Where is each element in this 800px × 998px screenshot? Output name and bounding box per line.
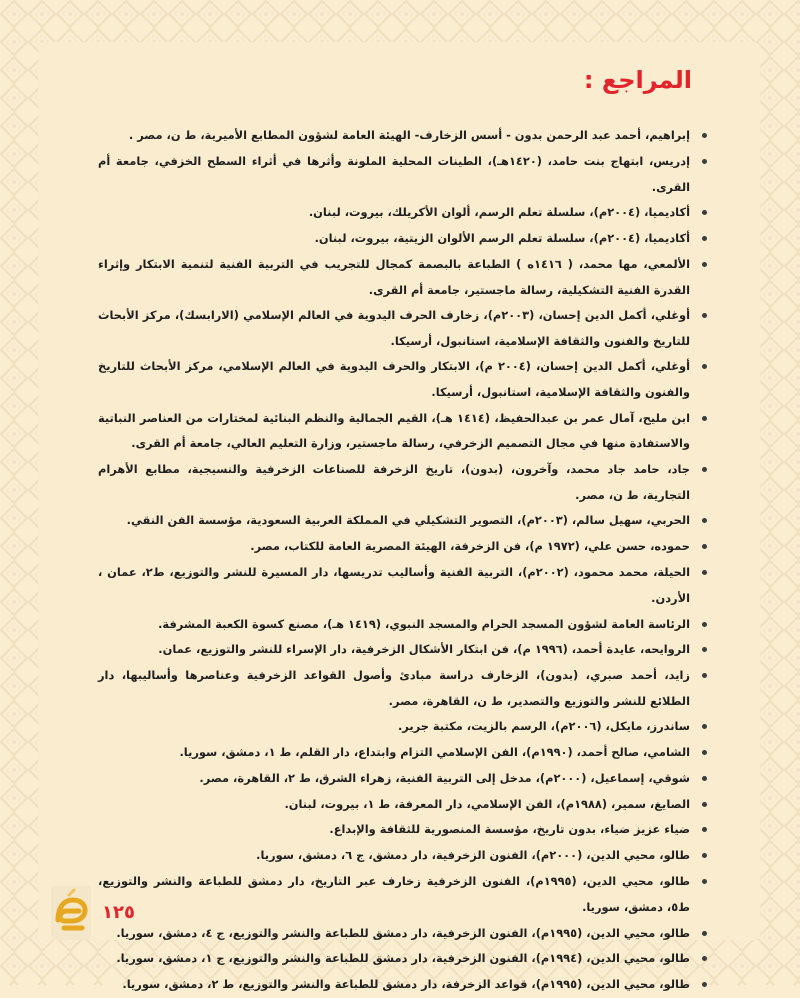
- reference-text: إبراهيم، أحمد عبد الرحمن بدون - أسس الزخارف- الهيئة العامة لشؤون المطابع الأميرية، ط ن، مصر .: [128, 128, 690, 142]
- bullet-icon: [702, 622, 707, 627]
- bullet-icon: [702, 364, 707, 369]
- reference-text: زايد، أحمد صبري، (بدون)، الزخارف دراسة مبادئ وأصول القواعد الزخرفية وعناصرها وأساليبها، دار الطلائع للنشر والتوزيع والتصدير، ط ن، القاهرة، مصر.: [98, 668, 690, 708]
- bullet-icon: [702, 956, 707, 961]
- bullet-icon: [702, 210, 707, 215]
- bullet-icon: [702, 416, 707, 421]
- reference-text: الشامي، صالح أحمد، (١٩٩٠م)، الفن الإسلامي التزام وابتداع، دار القلم، ط ١، دمشق، سوريا.: [179, 745, 690, 760]
- reference-item: [98, 252, 708, 303]
- bullet-icon: [702, 313, 707, 318]
- bullet-icon: [702, 827, 707, 832]
- reference-text: أوغلي، أكمل الدين إحسان، (٢٠٠٤ م)، الابتكار والحرف اليدوية في العالم الإسلامي، مركز الأبحاث للتاريخ والفنون والثقافة الإسلامية، استانبول، أرسيكا.: [98, 359, 690, 399]
- bullet-icon: [702, 544, 707, 549]
- reference-item: [98, 226, 708, 252]
- reference-item: [98, 123, 708, 149]
- reference-text: الروايحه، عايدة أحمد، (١٩٩٦ م)، فن ابتكار الأشكال الزخرفية، دار الإسراء للنشر والتوزيع، عمان.: [158, 642, 690, 657]
- reference-item: [98, 766, 708, 792]
- reference-item: [98, 740, 708, 766]
- reference-item: [98, 149, 708, 201]
- bullet-icon: [702, 570, 707, 575]
- bullet-icon: [702, 931, 707, 936]
- reference-text: أكاديميا، (٢٠٠٤م)، سلسلة تعلم الرسم الألوان الزيتية، بيروت، لبنان.: [314, 231, 690, 246]
- bullet-icon: [702, 159, 707, 164]
- bullet-icon: [702, 236, 707, 241]
- reference-item: [98, 406, 708, 457]
- reference-text: طالو، محيي الدين، (٢٠٠٠م)، الفنون الزخرفية، دار دمشق، ج ٦، دمشق، سوريا.: [256, 848, 690, 863]
- bullet-icon: [702, 262, 707, 267]
- reference-item: [98, 817, 708, 843]
- bullet-icon: [702, 750, 707, 755]
- reference-item: [98, 508, 708, 534]
- reference-item: [98, 792, 708, 818]
- reference-item: [98, 946, 708, 972]
- reference-text: طالو، محيي الدين، (١٩٩٤م)، الفنون الزخرفية، دار دمشق للطباعة والنشر والتوزيع، ج ١، دمشق، سوريا.: [116, 951, 690, 966]
- reference-text: ابن مليح، آمال عمر بن عبدالحفيظ، (١٤١٤ هـ)، القيم الجمالية والنظم البنائية لمختارات من العناصر النباتية والاستفادة منها في مجال التصميم الزخرفي، رسالة ماجستير، وزارة التعليم العالي، جامعة أم القرى.: [98, 410, 690, 451]
- reference-item: [98, 457, 708, 509]
- reference-item: [98, 560, 708, 612]
- reference-item: [98, 843, 708, 869]
- reference-item: [98, 869, 708, 921]
- bullet-icon: [702, 647, 707, 652]
- reference-text: أكاديميا، (٢٠٠٤م)، سلسلة تعلم الرسم، ألوان الأكريلك، بيروت، لبنان.: [308, 205, 690, 220]
- reference-text: حموده، حسن علي، (١٩٧٢ م)، فن الزخرفة، الهيئة المصرية العامة للكتاب، مصر.: [250, 539, 690, 554]
- references-list: [98, 123, 708, 998]
- bullet-icon: [702, 518, 707, 523]
- reference-item: [98, 972, 708, 998]
- reference-item: [98, 663, 708, 714]
- publisher-logo-icon: [51, 886, 91, 940]
- reference-text: الصايغ، سمير، (١٩٨٨م)، الفن الإسلامي، دار المعرفة، ط ١، بيروت، لبنان.: [284, 796, 690, 811]
- reference-text: جاد، حامد جاد محمد، وآخرون، (بدون)، تاريخ الزخرفة للصناعات الزخرفية والنسيجية، مطابع الأهرام التجارية، ط ن، مصر.: [98, 461, 690, 502]
- publisher-logo: [51, 886, 91, 940]
- reference-item: [98, 200, 708, 226]
- page-title: المراجع :: [583, 66, 692, 94]
- reference-text: طالو، محيي الدين، (١٩٩٥م)، قواعد الزخرفة، دار دمشق للطباعة والنشر والتوزيع، ط ٢، دمشق، سوريا.: [122, 977, 690, 992]
- reference-text: الألمعي، مها محمد، ( ١٤١٦ه ) الطباعة بالبصمة كمجال للتجريب في التربية الفنية لتنمية الابتكار وإثراء القدرة الفنية التشكيلية، رسالة ماجستير، جامعة أم القرى.: [98, 256, 691, 297]
- bullet-icon: [702, 467, 707, 472]
- reference-text: طالو، محيي الدين، (١٩٩٥م)، الفنون الزخرفية زخارف عبر التاريخ، دار دمشق للطباعة والنشر والتوزيع، ط٥، دمشق، سوريا.: [98, 874, 690, 914]
- reference-text: شوقي، إسماعيل، (٢٠٠٠م)، مدخل إلى التربية الفنية، زهراء الشرق، ط ٢، القاهرة، مصر.: [199, 770, 690, 785]
- reference-text: الحربي، سهيل سالم، (٢٠٠٣م)، التصوير التشكيلي في المملكة العربية السعودية، مؤسسة الفن النقي.: [126, 513, 690, 528]
- bullet-icon: [702, 724, 707, 729]
- reference-item: [98, 637, 708, 663]
- page-number: ١٢٥: [102, 902, 135, 923]
- reference-item: [98, 612, 708, 638]
- reference-text: الرئاسة العامة لشؤون المسجد الحرام والمسجد النبوي، (١٤١٩ هـ)، مصنع كسوة الكعبة المشرفة.: [158, 616, 690, 631]
- bullet-icon: [702, 673, 707, 678]
- bullet-icon: [702, 853, 707, 858]
- reference-item: [98, 921, 708, 947]
- reference-text: ضياء عزيز ضياء، بدون تاريخ، مؤسسة المنصورية للثقافة والإبداع.: [329, 822, 690, 837]
- reference-item: [98, 714, 708, 740]
- bullet-icon: [702, 776, 707, 781]
- reference-text: الحيلة، محمد محمود، (٢٠٠٢م)، التربية الفنية وأساليب تدريسها، دار المسيرة للنشر والتوزيع، ط٢، عمان ، الأردن.: [98, 564, 690, 605]
- reference-text: ساندرز، مايكل، (٢٠٠٦م)، الرسم بالزيت، مكتبة جرير.: [397, 719, 690, 734]
- bullet-icon: [702, 802, 707, 807]
- reference-text: أوغلي، أكمل الدين إحسان، (٢٠٠٣م)، زخارف الحرف اليدوية في العالم الإسلامي (الارابسك)، مركز الأبحاث للتاريخ والفنون والثقافة الإسلامية، استانبول، أرسيكا.: [98, 308, 690, 348]
- bullet-icon: [702, 879, 707, 884]
- reference-text: طالو، محيي الدين، (١٩٩٥م)، الفنون الزخرفية، دار دمشق للطباعة والنشر والتوزيع، ج ٤، دمشق، سوريا.: [116, 925, 690, 940]
- reference-item: [98, 354, 708, 405]
- reference-item: [98, 303, 708, 354]
- bullet-icon: [702, 133, 707, 138]
- reference-item: [98, 534, 708, 560]
- reference-text: إدريس، ابتهاج بنت حامد، (١٤٢٠هـ)، الطينات المحلية الملونة وأثرها في أثراء السطح الخزفي، جامعة أم القرى.: [98, 153, 690, 194]
